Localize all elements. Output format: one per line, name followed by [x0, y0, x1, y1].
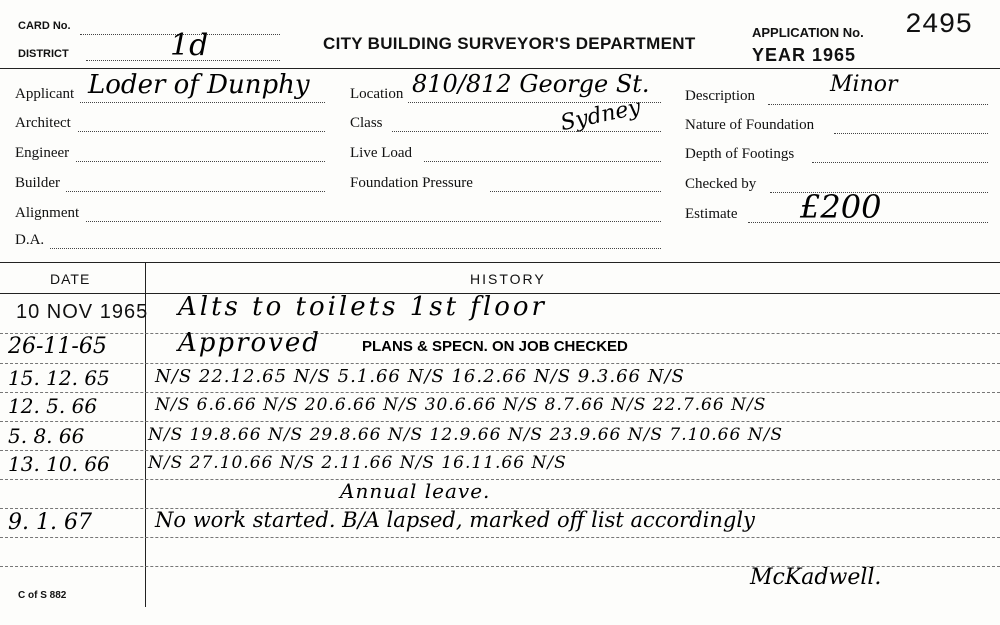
department-title: CITY BUILDING SURVEYOR'S DEPARTMENT [323, 34, 696, 53]
engineer-line [76, 161, 325, 162]
row-rule [0, 450, 1000, 451]
nature-foundation-label: Nature of Foundation [685, 117, 815, 133]
history-header: HISTORY [470, 271, 546, 287]
class-label: Class [350, 115, 383, 131]
card-no-label: CARD No. [18, 20, 71, 32]
history-entry: Alts to toilets 1st floor [178, 292, 547, 322]
header-rule [0, 68, 1000, 69]
live-load-line [424, 161, 661, 162]
description-label: Description [685, 88, 755, 104]
description-line [768, 104, 988, 105]
district-value: 1d [170, 28, 209, 63]
builder-line [66, 191, 325, 192]
estimate-label: Estimate [685, 206, 738, 222]
location-value-2: Sydney [558, 94, 643, 137]
applicant-label: Applicant [15, 86, 75, 102]
row-rule [0, 537, 1000, 538]
da-line [50, 248, 661, 249]
estimate-value: £200 [800, 188, 882, 226]
history-date: 12. 5. 66 [8, 394, 98, 418]
architect-label: Architect [15, 115, 71, 131]
live-load-label: Live Load [350, 145, 413, 161]
applicant-line [80, 102, 325, 103]
history-date: 26-11-65 [8, 334, 107, 359]
class-line [392, 131, 661, 132]
da-label: D.A. [15, 232, 45, 248]
date-header: DATE [50, 271, 91, 287]
history-entry: No work started. B/A lapsed, marked off list accordingly [155, 508, 755, 532]
history-date: 5. 8. 66 [8, 424, 85, 448]
row-rule [0, 421, 1000, 422]
year-label: YEAR 1965 [752, 45, 857, 65]
history-top-rule [0, 262, 1000, 263]
row-rule [0, 333, 1000, 334]
application-number: 2495 [905, 10, 973, 41]
depth-footings-label: Depth of Footings [685, 146, 795, 162]
signature: McKadwell. [750, 565, 882, 590]
architect-line [78, 131, 325, 132]
plans-checked-stamp: PLANS & SPECN. ON JOB CHECKED [362, 338, 628, 355]
history-entry: Approved [178, 328, 321, 358]
history-date: 10 NOV 1965 [16, 301, 149, 323]
builder-label: Builder [15, 175, 60, 191]
row-rule [0, 479, 1000, 480]
engineer-label: Engineer [15, 145, 70, 161]
history-entry: N/S 19.8.66 N/S 29.8.66 N/S 12.9.66 N/S 23.9.66 N/S 7.10.66 N/S [148, 425, 783, 445]
checked-by-label: Checked by [685, 176, 757, 192]
application-label: APPLICATION No. [752, 25, 864, 40]
history-date: 9. 1. 67 [8, 510, 92, 535]
alignment-label: Alignment [15, 205, 80, 221]
foundation-pressure-label: Foundation Pressure [350, 175, 473, 191]
history-entry: Annual leave. [340, 479, 491, 503]
history-date: 15. 12. 65 [8, 366, 110, 390]
row-rule [0, 392, 1000, 393]
history-entry: N/S 6.6.66 N/S 20.6.66 N/S 30.6.66 N/S 8.7.66 N/S 22.7.66 N/S [155, 395, 767, 415]
location-label: Location [350, 86, 404, 102]
history-date: 13. 10. 66 [8, 452, 110, 476]
row-rule [0, 363, 1000, 364]
location-value: 810/812 George St. [412, 70, 650, 98]
district-label: DISTRICT [18, 48, 69, 60]
form-code: C of S 882 [18, 590, 67, 601]
nature-foundation-line [834, 133, 988, 134]
history-entry: N/S 22.12.65 N/S 5.1.66 N/S 16.2.66 N/S 9.3.66 N/S [155, 366, 685, 387]
applicant-value: Loder of Dunphy [88, 70, 310, 100]
foundation-pressure-line [490, 191, 661, 192]
history-entry: N/S 27.10.66 N/S 2.11.66 N/S 16.11.66 N/S [148, 453, 567, 473]
description-value: Minor [830, 72, 898, 97]
depth-footings-line [812, 162, 988, 163]
alignment-line [86, 221, 661, 222]
